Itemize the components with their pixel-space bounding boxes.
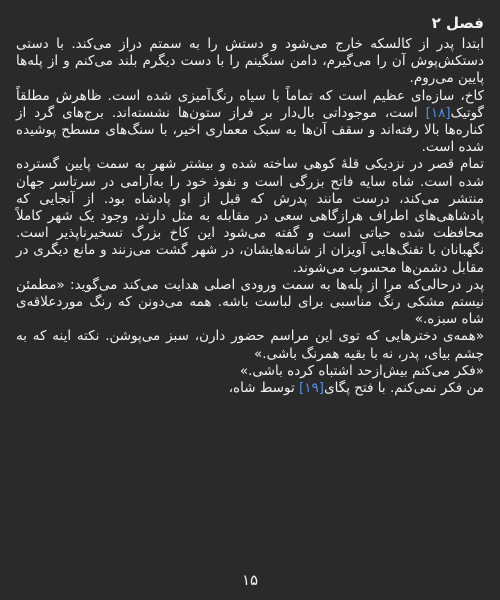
paragraph-2-text-end: است، موجوداتی بال‌دار بر فراز ستون‌ها نشسته‌اند. برج‌های گرد از کناره‌ها بالا رفته‌اند و سقف آن‌ها به سبک معماری اخیر، با سنگ‌های مسطح پوشیده شده است. xyxy=(16,104,484,156)
paragraph-6: «فکر می‌کنم بیش‌ازحد اشتباه کرده باشی.» xyxy=(239,362,484,379)
paragraph-2-text-start: کاخ، سازه‌ای عظیم است که تماماً با سیاه رنگ‌آمیزی شده است. ظاهرش مطلقاً گوتیک xyxy=(16,87,484,121)
paragraph-4: پدر درحالی‌که مرا از پله‌ها به سمت ورودی اصلی هدایت می‌کند می‌گوید: «مطمئن نیستم مشکی رنگ مناسبی برای لباست باشه. همه می‌دونن که رنگ موردعلاقه‌ی شاه سبزه.» xyxy=(16,276,484,328)
paragraph-5: «همه‌ی دخترهایی که توی این مراسم حضور دارن، سبز می‌پوشن. نکته اینه که به چشم بیای، پدر، نه با بقیه همرنگ باشی.» xyxy=(16,328,484,362)
paragraph-7-text-start: من فکر نمی‌کنم. با فتح پگای xyxy=(324,380,484,397)
footnote-link-18[interactable]: [۱۸] xyxy=(425,104,451,121)
paragraph-1: ابتدا پدر از کالسکه خارج می‌شود و دستش را به سمتم دراز می‌کند. با دستی دستکش‌پوش آن را می‌گیرم، دامن سنگینم را با دست دیگرم بلند می‌کنم و از پله‌ها پایین می‌روم. xyxy=(16,36,484,87)
paragraph-2 xyxy=(16,88,484,157)
paragraph-7-text-end: توسط شاه، xyxy=(228,380,299,397)
page-number: ۱۵ xyxy=(241,571,259,589)
paragraph-7 xyxy=(16,380,484,397)
body-text xyxy=(16,36,484,397)
chapter-title: فصل ۲ xyxy=(431,14,484,32)
paragraph-3: تمام قصر در نزدیکی قلهٔ کوهی ساخته شده و بیشتر شهر به سمت پایین گسترده شده است. شاه سایه فاتح بزرگی است و نفوذ خود را به‌آرامی در سرتاسر جهان منتشر می‌کند، درست مانند پدرش که قبل از او پادشاه بود. از آنجایی که پادشاهی‌های اطراف هرازگاهی سعی در مقابله به مثل دارند، وجود یک شهر کاملاً محافظت شده حیاتی است و گفته می‌شود این کاخ بزرگ تسخیرناپذیر است. نگهبانان با تفنگ‌هایی آویزان از شانه‌هایشان، در شهر گشت می‌زنند و مانع دیگری در مقابل دشمن‌ها محسوب می‌شوند. xyxy=(16,156,484,276)
footnote-link-19[interactable]: [۱۹] xyxy=(299,380,325,397)
